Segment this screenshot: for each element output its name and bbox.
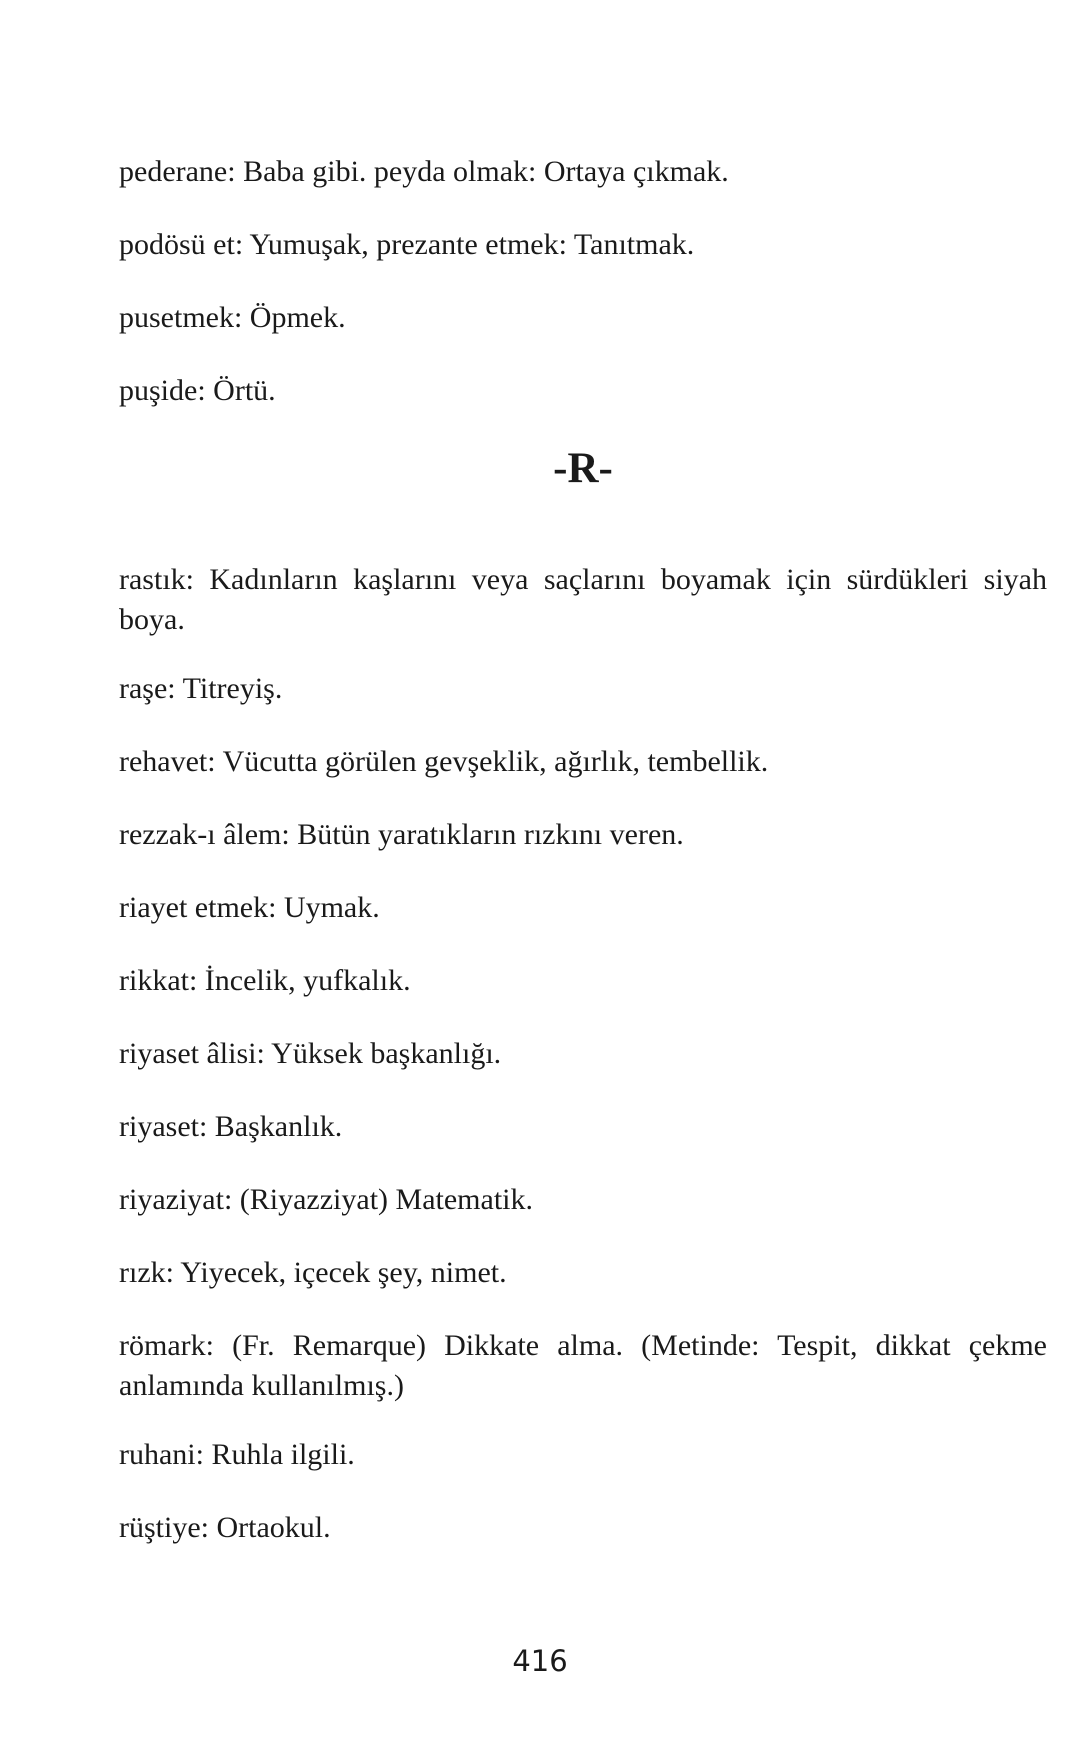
glossary-entry: rızk: Yiyecek, içecek şey, nimet. bbox=[119, 1256, 507, 1289]
glossary-entry: riayet etmek: Uymak. bbox=[119, 891, 380, 924]
glossary-entry: riyaziyat: (Riyazziyat) Matematik. bbox=[119, 1183, 533, 1216]
glossary-entry: raşe: Titreyiş. bbox=[119, 672, 283, 705]
glossary-entry: römark: (Fr. Remarque) Dikkate alma. (Metinde: Tespit, dikkat çekme anlamında kullanılmış.) bbox=[119, 1329, 1047, 1402]
glossary-entry: rehavet: Vücutta görülen gevşeklik, ağırlık, tembellik. bbox=[119, 745, 769, 778]
glossary-entry: pederane: Baba gibi. peyda olmak: Ortaya çıkmak. bbox=[119, 155, 729, 188]
page-number: 416 bbox=[512, 1644, 568, 1678]
glossary-entry: rastık: Kadınların kaşlarını veya saçlarını boyamak için sürdükleri siyah boya. bbox=[119, 563, 1047, 636]
glossary-entry: ruhani: Ruhla ilgili. bbox=[119, 1438, 355, 1471]
glossary-entry: rüştiye: Ortaokul. bbox=[119, 1511, 331, 1544]
glossary-entry: rikkat: İncelik, yufkalık. bbox=[119, 964, 411, 997]
glossary-entry: riyaset âlisi: Yüksek başkanlığı. bbox=[119, 1037, 502, 1070]
glossary-entry: pusetmek: Öpmek. bbox=[119, 301, 346, 334]
glossary-entry: puşide: Örtü. bbox=[119, 374, 276, 407]
glossary-entry: rezzak-ı âlem: Bütün yaratıkların rızkını veren. bbox=[119, 818, 684, 851]
section-heading-r: -R- bbox=[553, 445, 613, 492]
glossary-entry: riyaset: Başkanlık. bbox=[119, 1110, 343, 1143]
glossary-content bbox=[119, 152, 1047, 1581]
glossary-entry: podösü et: Yumuşak, prezante etmek: Tanıtmak. bbox=[119, 228, 695, 261]
